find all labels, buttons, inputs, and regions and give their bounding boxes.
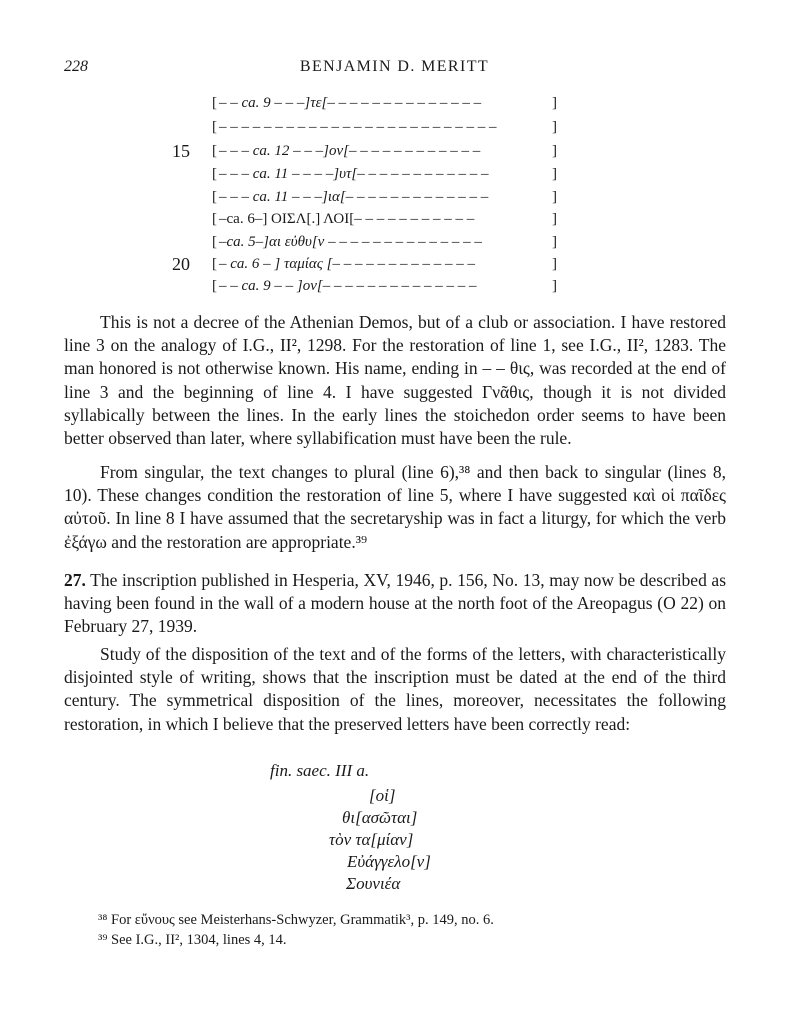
inscription-line — [212, 117, 557, 137]
restoration-line: Εὐάγγελο[ν] — [347, 852, 431, 871]
paragraph-dating — [64, 643, 726, 736]
close-bracket: ] — [552, 189, 557, 205]
open-bracket: [ — [212, 166, 217, 182]
close-bracket: ] — [552, 256, 557, 272]
inscription-text: – – – ca. 12 – – –]ον[– – – – – – – – – – – – — [219, 143, 481, 159]
open-bracket: [ — [212, 119, 217, 135]
inscription-text: –ca. 5–]αι εὐθυ[ν – – – – – – – – – – – – – – — [219, 234, 482, 250]
restoration-heading: fin. saec. III a. — [270, 761, 370, 780]
page-number: 228 — [64, 58, 88, 75]
line-number: 20 — [172, 254, 190, 274]
section-number: 27. — [64, 570, 86, 590]
inscription-line — [172, 141, 557, 161]
close-bracket: ] — [552, 234, 557, 250]
restoration-block — [270, 760, 369, 783]
footnote-38: ³⁸ For εὔνους see Meisterhans-Schwyzer, Grammatik³, p. 149, no. 6. — [98, 912, 494, 928]
inscription-line — [212, 187, 557, 207]
inscription-text: – – – – – – – – – – – – – – – – – – – – – – – – – — [219, 119, 497, 135]
inscription-text: – – – ca. 11 – – – –]υτ[– – – – – – – – – – – – — [219, 166, 489, 182]
open-bracket: [ — [212, 256, 217, 272]
inscription-text: – ca. 6 – ] ταμίας [– – – – – – – – – – – – – — [219, 256, 475, 272]
open-bracket: [ — [212, 189, 217, 205]
inscription-line — [212, 164, 557, 184]
close-bracket: ] — [552, 119, 557, 135]
close-bracket: ] — [552, 211, 557, 227]
restoration-line: θι[ασῶται] — [342, 808, 418, 827]
close-bracket: ] — [552, 95, 557, 111]
inscription-line — [212, 209, 557, 229]
paragraph-commentary-1 — [64, 311, 726, 450]
close-bracket: ] — [552, 143, 557, 159]
open-bracket: [ — [212, 143, 217, 159]
open-bracket: [ — [212, 211, 217, 227]
open-bracket: [ — [212, 95, 217, 111]
inscription-line — [172, 254, 557, 274]
inscription-line — [212, 93, 557, 113]
inscription-text: –ca. 6–] ΟΙΣΛ[.] ΛΟΙ[– – – – – – – – – – – — [219, 211, 475, 227]
paragraph-text: Study of the disposition of the text and of the forms of the letters, with characteristically disjointed style of writing, shows that the inscription must be dated at the end of the third century. The symmetrical disposition of the lines, moreover, necessitates the following restoration, in which I believe that the preserved letters have been correctly read: — [64, 644, 726, 734]
restoration-line: [οἱ] — [369, 786, 396, 805]
inscription-text: – – – ca. 11 – – –]ια[– – – – – – – – – – – – – — [219, 189, 489, 205]
restoration-line: τὸν τα[μίαν] — [329, 830, 414, 849]
open-bracket: [ — [212, 278, 217, 294]
inscription-text: – – ca. 9 – – –]τε[– – – – – – – – – – – – – – — [219, 95, 482, 111]
inscription-text: – – ca. 9 – – ]ον[– – – – – – – – – – – – – – — [219, 278, 477, 294]
footnote-39: ³⁹ See I.G., II², 1304, lines 4, 14. — [98, 932, 287, 948]
running-head: BENJAMIN D. MERITT — [299, 58, 490, 75]
line-number: 15 — [172, 141, 190, 161]
paragraph-text: This is not a decree of the Athenian Demos, but of a club or association. I have restored line 3 on the analogy of I.G., II², 1298. For the restoration of line 1, see I.G., II², 1283. The man honored is not otherwise known. His name, ending in – – θις, was recorded at the end of line 3 and the beginning of line 4. I have suggested Γνᾶθις, though it is not divided syllabically between the lines. In the early lines the stoichedon order seems to have been better observed than later, where syllabification must have been the rule. — [64, 312, 726, 449]
section-27 — [64, 569, 726, 639]
inscription-line — [212, 232, 557, 252]
footnotes — [98, 910, 494, 950]
paragraph-text: From singular, the text changes to plural (line 6),³⁸ and then back to singular (lines 8, 10). These changes condition the restoration of line 5, where I have suggested καὶ οἱ παῖδες αὐτοῦ. In line 8 I have assumed that the secretaryship was in fact a liturgy, for which the verb ἐξάγω and the restoration are appropriate.³⁹ — [64, 462, 726, 552]
restoration-line: Σουνιέα — [346, 874, 401, 893]
close-bracket: ] — [552, 278, 557, 294]
open-bracket: [ — [212, 234, 217, 250]
close-bracket: ] — [552, 166, 557, 182]
paragraph-text: The inscription published in Hesperia, XV, 1946, p. 156, No. 13, may now be described as having been found in the wall of a modern house at the north foot of the Areopagus (O 22) on February 27, 1939. — [64, 570, 726, 637]
paragraph-commentary-2 — [64, 461, 726, 554]
inscription-line — [212, 276, 557, 296]
